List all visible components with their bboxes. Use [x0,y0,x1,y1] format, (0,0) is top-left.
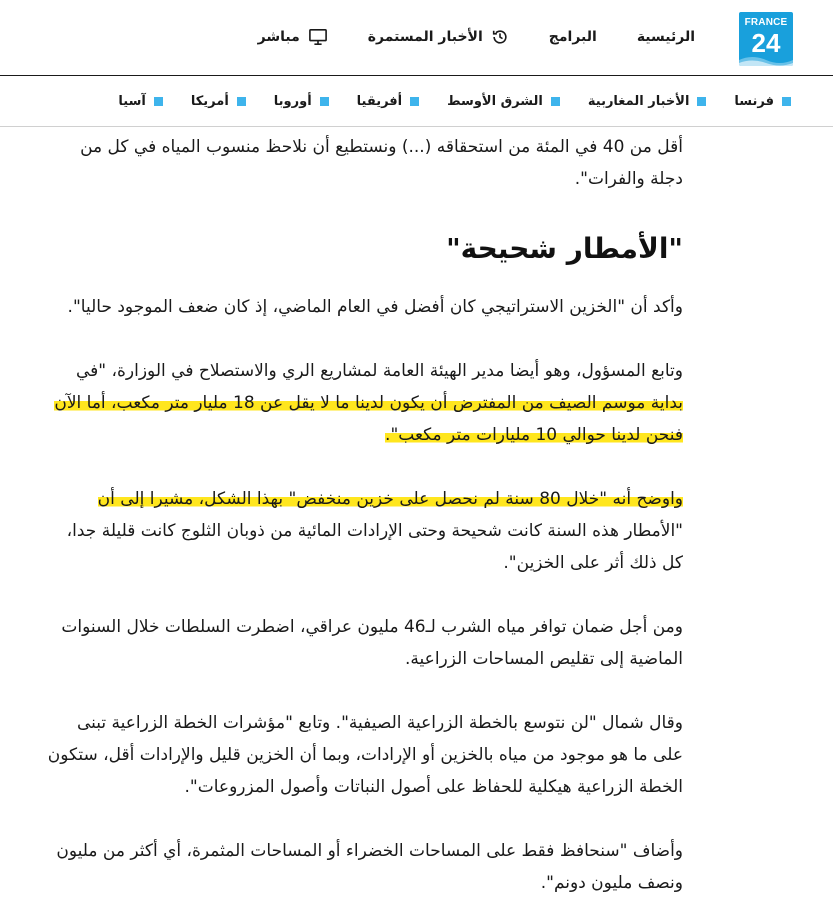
category-label: الأخبار المغاربية [587,94,690,109]
nav-live-tv[interactable] [258,28,328,46]
category-list [90,94,791,109]
category-label: أوروبا [273,94,312,109]
paragraph-text: "الأمطار هذه السنة كانت شحيحة وحتى الإرادات المائية من ذوبان الثلوج كانت قليلة جدا، كل ذلك أثر على الخزين". [66,521,683,573]
logo-wave-icon [739,54,793,66]
france24-logo[interactable] [739,12,793,66]
category-bullet [410,97,419,106]
article-paragraph: وأضاف "سنحافظ فقط على المساحات الخضراء أو المساحات المثمرة، أي أكثر من مليون ونصف مليون دونم". [56,841,683,893]
article-paragraph: وقال شمال "لن نتوسع بالخطة الزراعية الصيفية". وتابع "مؤشرات الخطة الزراعية تبنى على ما هو موجود من مياه بالخزين أو الإرادات، وبما أن الخزين قليل والإرادات أقل، ستكون الخطة الزراعية هيكلية للحفاظ على أصول النباتات وأصول المزروعات". [47,713,683,797]
category-bullet [237,97,246,106]
category-bullet [551,97,560,106]
category-europe[interactable] [274,94,329,109]
nav-programs[interactable] [549,29,597,45]
nav-live-tv-label: مباشر [257,29,300,45]
tv-icon [308,28,328,46]
top-nav [218,28,695,46]
logo-number: 24 [751,28,781,58]
category-africa[interactable] [357,94,419,109]
nav-programs-label: البرامج [548,29,597,45]
category-nav [0,77,833,127]
article-subheading: "الأمطار شحيحة" [446,232,683,265]
top-header [0,0,833,76]
article-paragraph [43,355,683,451]
nav-live-news[interactable] [368,28,509,46]
paragraph-text: وتابع المسؤول، وهو أيضا مدير الهيئة العامة لمشاريع الري والاستصلاح في الوزارة، "في [76,361,683,381]
category-label: آسيا [118,94,146,109]
category-maghreb[interactable] [588,94,707,109]
category-bullet [320,97,329,106]
category-label: فرنسا [734,94,774,109]
category-asia[interactable] [118,94,162,109]
article-paragraph: وأكد أن "الخزين الاستراتيجي كان أفضل في العام الماضي، إذ كان ضعف الموجود حاليا". [67,297,683,317]
article-paragraph: أقل من 40 في المئة من استحقاقه (...) ونستطيع أن نلاحظ منسوب المياه في كل من دجلة والفرات". [80,137,683,189]
article-paragraph: ومن أجل ضمان توافر مياه الشرب لـ46 مليون عراقي، اضطرت السلطات خلال السنوات الماضية إلى تقليص المساحات الزراعية. [61,617,683,669]
category-bullet [154,97,163,106]
category-bullet [782,97,791,106]
nav-home-label: الرئيسية [636,29,695,45]
category-france[interactable] [734,94,791,109]
category-middle-east[interactable] [447,94,560,109]
category-label: الشرق الأوسط [447,94,543,109]
category-america[interactable] [191,94,246,109]
logo-text: FRANCE [744,17,788,28]
category-label: أفريقيا [356,94,403,109]
article-body [43,127,683,899]
highlighted-text: بداية موسم الصيف من المفترض أن يكون لدينا ما لا يقل عن 18 مليار متر مكعب، أما الآن فنحن لدينا حوالي 10 مليارات متر مكعب". [54,393,683,445]
nav-home[interactable] [637,29,695,45]
category-bullet [697,97,706,106]
highlighted-text: واوضح أنه "خلال 80 سنة لم نحصل على خزين منخفض" بهذا الشكل، مشيرا إلى أن [97,489,683,509]
history-icon [491,28,509,46]
article-paragraph [43,483,683,579]
nav-live-news-label: الأخبار المستمرة [367,29,483,45]
category-label: أمريكا [190,94,229,109]
